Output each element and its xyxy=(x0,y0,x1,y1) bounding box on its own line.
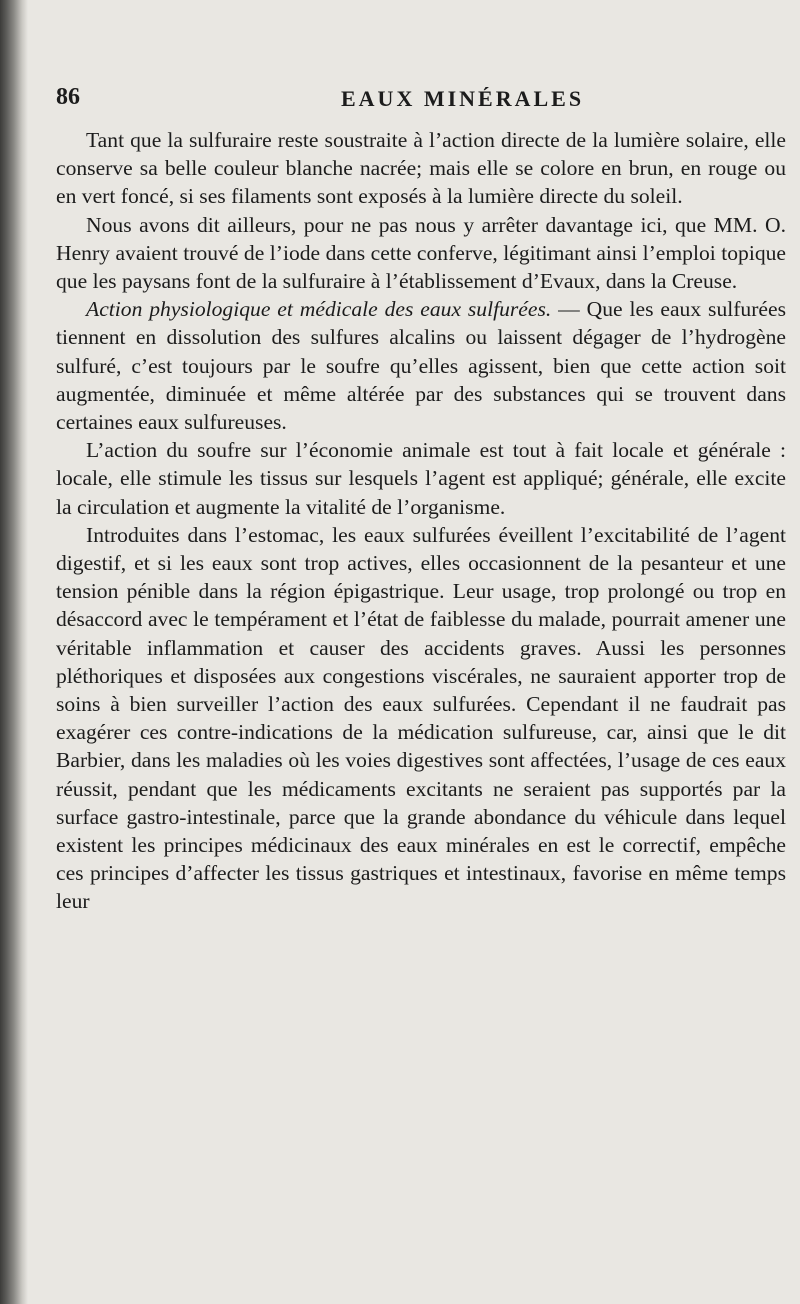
paragraph-3 xyxy=(56,295,786,436)
section-heading: Action physiologique et médicale des eaux sulfurées. xyxy=(86,297,552,322)
paragraph-4 xyxy=(56,436,786,521)
book-binding-shadow xyxy=(0,0,28,1304)
running-title: EAUX MINÉRALES xyxy=(341,86,585,111)
paragraph-5 xyxy=(56,521,786,916)
running-head xyxy=(56,84,792,124)
paragraph-2-text: Nous avons dit ailleurs, pour ne pas nous y arrêter davantage ici, que MM. O. Henry avaient trouvé de l’iode dans cette conferve, légitimant ainsi l’emploi topique que les paysans font de la sulfuraire à l’établissement d’Evaux, dans la Creuse. xyxy=(56,212,786,294)
paragraph-5-text: Introduites dans l’estomac, les eaux sulfurées éveillent l’excitabilité de l’agent digestif, et si les eaux sont trop actives, elles occasionnent de la pesanteur et une tension pénible dans la région épigastrique. Leur usage, trop prolongé ou trop en désaccord avec le tempérament et l’état de faiblesse du malade, pourrait amener une véritable inflammation et causer des accidents graves. Aussi les personnes pléthoriques et disposées aux congestions viscérales, ne sauraient apporter trop de soins à bien surveiller l’action des eaux sulfurées. Cependant il ne faudrait pas exagérer ces contre-indications de la médication sulfureuse, car, ainsi que le dit Barbier, dans les maladies où les voies digestives sont affectées, l’usage de ces eaux réussit, pendant que les médicaments excitants ne seraient pas supportés par la surface gastro-intestinale, parce que la grande abondance du véhicule dans lequel existent les principes médicinaux des eaux minérales en est le correctif, empêche ces principes d’affecter les tissus gastriques et intestinaux, favorise en même temps leur xyxy=(56,522,786,914)
book-page xyxy=(56,84,792,916)
paragraph-2 xyxy=(56,211,786,296)
paragraph-4-text: L’action du soufre sur l’économie animale est tout à fait locale et générale : locale, elle stimule les tissus sur lesquels l’agent est appliqué; générale, elle excite la circulation et augmente la vitalité de l’organisme. xyxy=(56,438,786,519)
body-text xyxy=(56,126,792,916)
paragraph-3-text: — Que les eaux sulfurées tiennent en dissolution des sulfures alcalins ou laissent dégager de l’hydrogène sulfuré, c’est toujours par le soufre qu’elles agissent, bien que cette action soit augmentée, diminuée et même altérée par des substances qui se trouvent dans certaines eaux sulfureuses. xyxy=(56,297,786,435)
paragraph-1 xyxy=(56,126,786,211)
paragraph-1-text: Tant que la sulfuraire reste soustraite à l’action directe de la lumière solaire, elle conserve sa belle couleur blanche nacrée; mais elle se colore en brun, en rouge ou en vert foncé, si ses filaments sont exposés à la lumière directe du soleil. xyxy=(56,128,786,209)
page-number: 86 xyxy=(56,84,80,110)
